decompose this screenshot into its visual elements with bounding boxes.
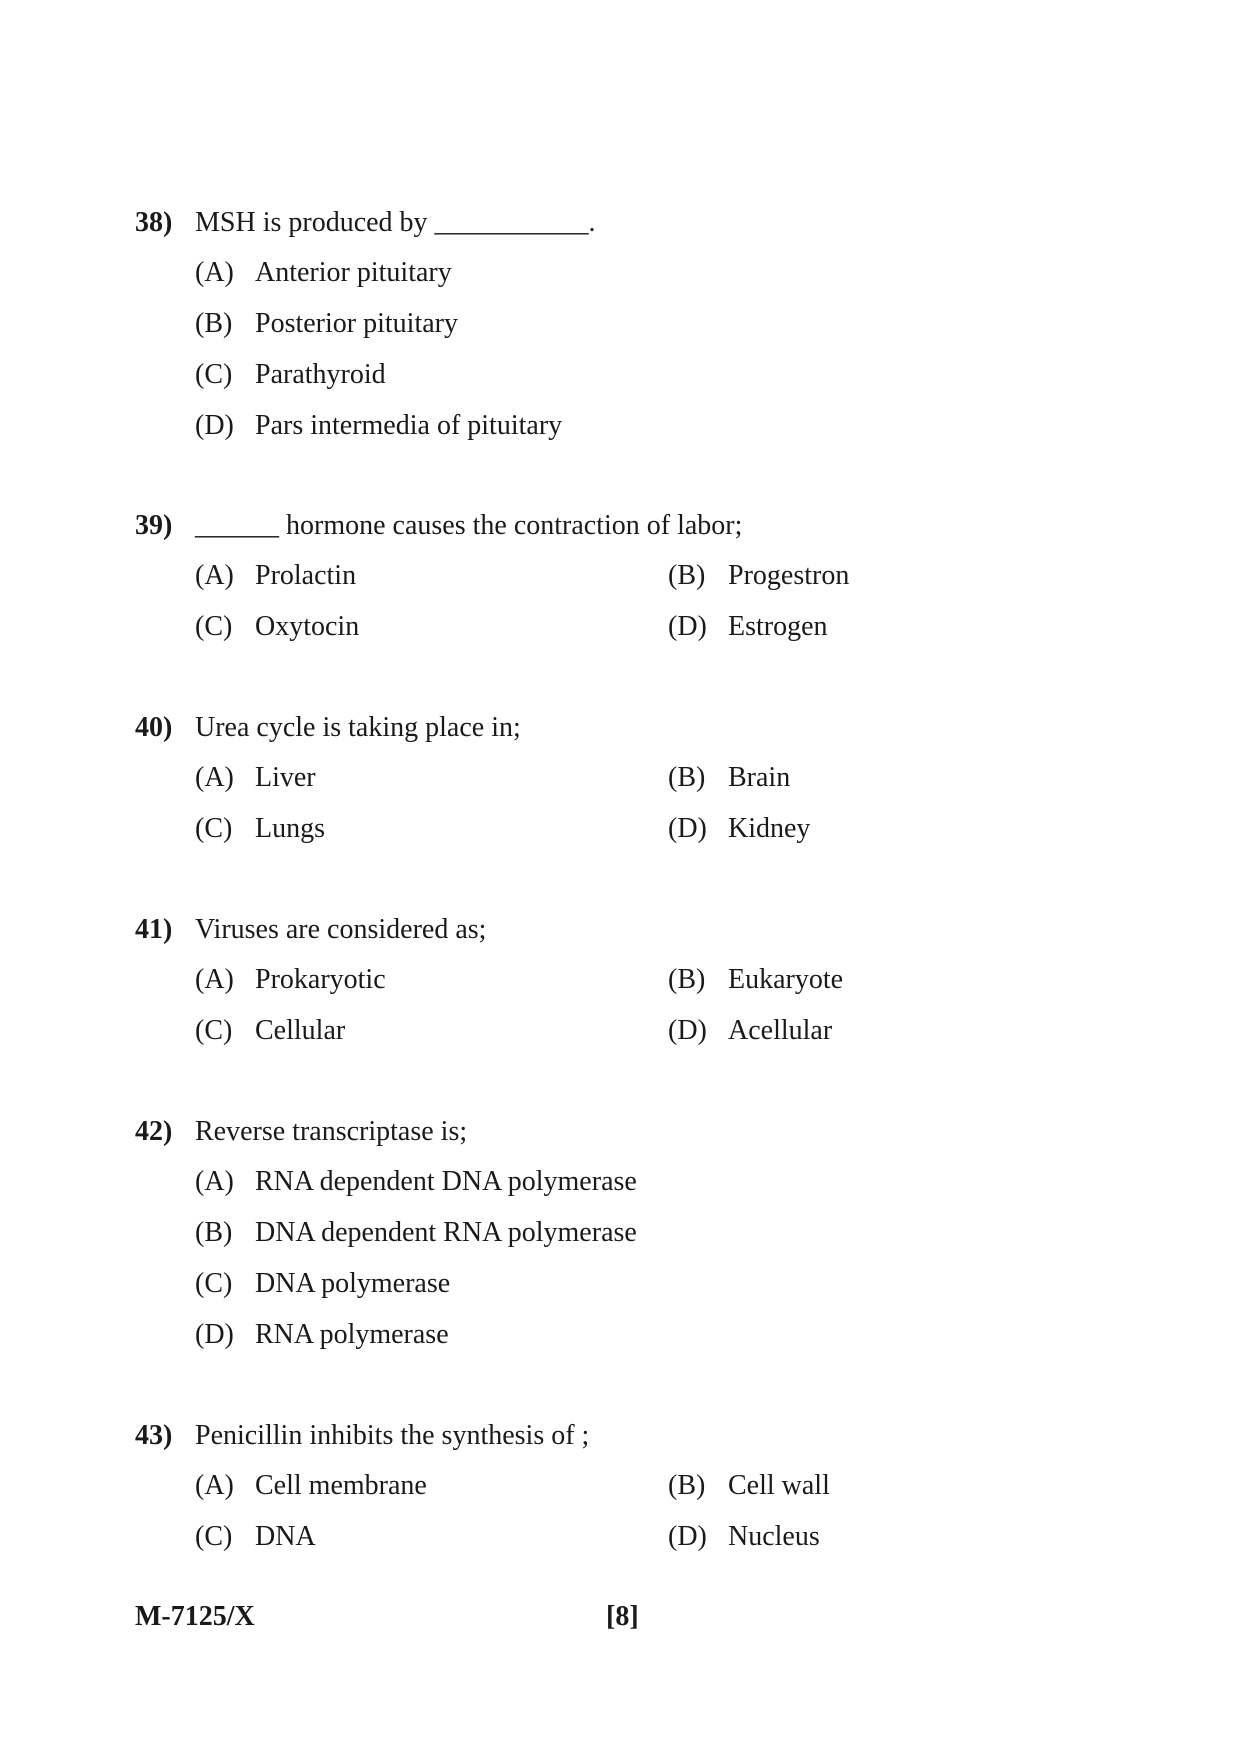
option-a (195, 758, 316, 798)
question-number: 39) (135, 510, 173, 541)
option-letter: (B) (195, 1217, 233, 1248)
question-38 (135, 203, 1135, 457)
options-list (135, 253, 1135, 446)
question-number: 38) (135, 207, 173, 238)
question-40 (135, 708, 1135, 860)
option-letter: (C) (195, 813, 233, 844)
page-footer (135, 1597, 1135, 1637)
option-letter: (D) (195, 410, 234, 441)
option-letter: (A) (195, 964, 234, 995)
option-text: Cell membrane (255, 1470, 427, 1501)
option-letter: (C) (195, 359, 233, 390)
option-a (195, 1162, 637, 1202)
option-letter: (A) (195, 257, 234, 288)
options-list (135, 758, 1135, 849)
option-text: Liver (255, 762, 316, 793)
question-text: Urea cycle is taking place in; (195, 712, 521, 743)
option-c (195, 1011, 345, 1051)
option-text: Acellular (728, 1015, 833, 1046)
paper-code: M-7125/X (135, 1601, 255, 1632)
question-text: MSH is produced by ___________. (195, 207, 596, 238)
option-d (668, 1011, 832, 1051)
option-text: Kidney (728, 813, 811, 844)
option-letter: (B) (195, 308, 233, 339)
question-41 (135, 910, 1135, 1062)
option-letter: (C) (195, 1268, 233, 1299)
option-text: Oxytocin (255, 611, 360, 642)
question-text: Viruses are considered as; (195, 914, 487, 945)
option-c (195, 355, 386, 395)
option-text: Progestron (728, 560, 850, 591)
option-letter: (A) (195, 560, 234, 591)
question-43 (135, 1416, 1135, 1568)
option-c (195, 607, 359, 647)
option-c (195, 1517, 316, 1557)
option-c (195, 809, 325, 849)
question-text: Penicillin inhibits the synthesis of ; (195, 1420, 590, 1451)
option-d (668, 1517, 820, 1557)
option-text: Prolactin (255, 560, 357, 591)
option-letter: (D) (668, 813, 707, 844)
option-letter: (A) (195, 1470, 234, 1501)
option-letter: (C) (195, 1015, 233, 1046)
question-text: ______ hormone causes the contraction of labor; (195, 510, 743, 541)
option-d (668, 607, 828, 647)
option-text: Estrogen (728, 611, 828, 642)
option-letter: (B) (668, 560, 706, 591)
option-d (195, 406, 562, 446)
option-c (195, 1264, 450, 1304)
question-number: 43) (135, 1420, 173, 1451)
option-text: DNA polymerase (255, 1268, 451, 1299)
option-letter: (B) (668, 762, 706, 793)
option-letter: (D) (195, 1319, 234, 1350)
option-text: DNA (255, 1521, 316, 1552)
option-b (195, 1213, 637, 1253)
option-d (195, 1315, 449, 1355)
option-letter: (A) (195, 1166, 234, 1197)
option-text: Cell wall (728, 1470, 830, 1501)
question-39 (135, 506, 1135, 658)
option-text: Anterior pituitary (255, 257, 452, 288)
question-text: Reverse transcriptase is; (195, 1116, 468, 1147)
question-42 (135, 1112, 1135, 1366)
option-a (195, 556, 356, 596)
option-b (668, 556, 849, 596)
option-b (668, 960, 843, 1000)
option-letter: (C) (195, 1521, 233, 1552)
option-letter: (D) (668, 1521, 707, 1552)
question-stem (135, 1112, 1135, 1152)
option-text: Nucleus (728, 1521, 820, 1552)
question-stem (135, 203, 1135, 243)
option-text: RNA polymerase (255, 1319, 449, 1350)
option-a (195, 253, 452, 293)
option-text: Brain (728, 762, 791, 793)
option-letter: (B) (668, 1470, 706, 1501)
option-d (668, 809, 810, 849)
option-letter: (A) (195, 762, 234, 793)
option-text: RNA dependent DNA polymerase (255, 1166, 637, 1197)
option-text: DNA dependent RNA polymerase (255, 1217, 637, 1248)
question-stem (135, 506, 1135, 546)
option-text: Posterior pituitary (255, 308, 458, 339)
question-number: 41) (135, 914, 173, 945)
options-list (135, 960, 1135, 1051)
option-a (195, 960, 386, 1000)
question-number: 42) (135, 1116, 173, 1147)
option-text: Prokaryotic (255, 964, 386, 995)
question-stem (135, 708, 1135, 748)
question-number: 40) (135, 712, 173, 743)
option-text: Eukaryote (728, 964, 844, 995)
question-stem (135, 1416, 1135, 1456)
option-letter: (D) (668, 1015, 707, 1046)
option-a (195, 1466, 427, 1506)
option-b (668, 758, 790, 798)
page-number: [8] (606, 1601, 639, 1632)
option-text: Parathyroid (255, 359, 386, 390)
options-list (135, 1466, 1135, 1557)
option-letter: (C) (195, 611, 233, 642)
options-list (135, 556, 1135, 647)
option-b (195, 304, 458, 344)
option-letter: (B) (668, 964, 706, 995)
option-text: Pars intermedia of pituitary (255, 410, 563, 441)
option-text: Lungs (255, 813, 325, 844)
question-stem (135, 910, 1135, 950)
options-list (135, 1162, 1135, 1355)
option-text: Cellular (255, 1015, 346, 1046)
option-b (668, 1466, 830, 1506)
option-letter: (D) (668, 611, 707, 642)
